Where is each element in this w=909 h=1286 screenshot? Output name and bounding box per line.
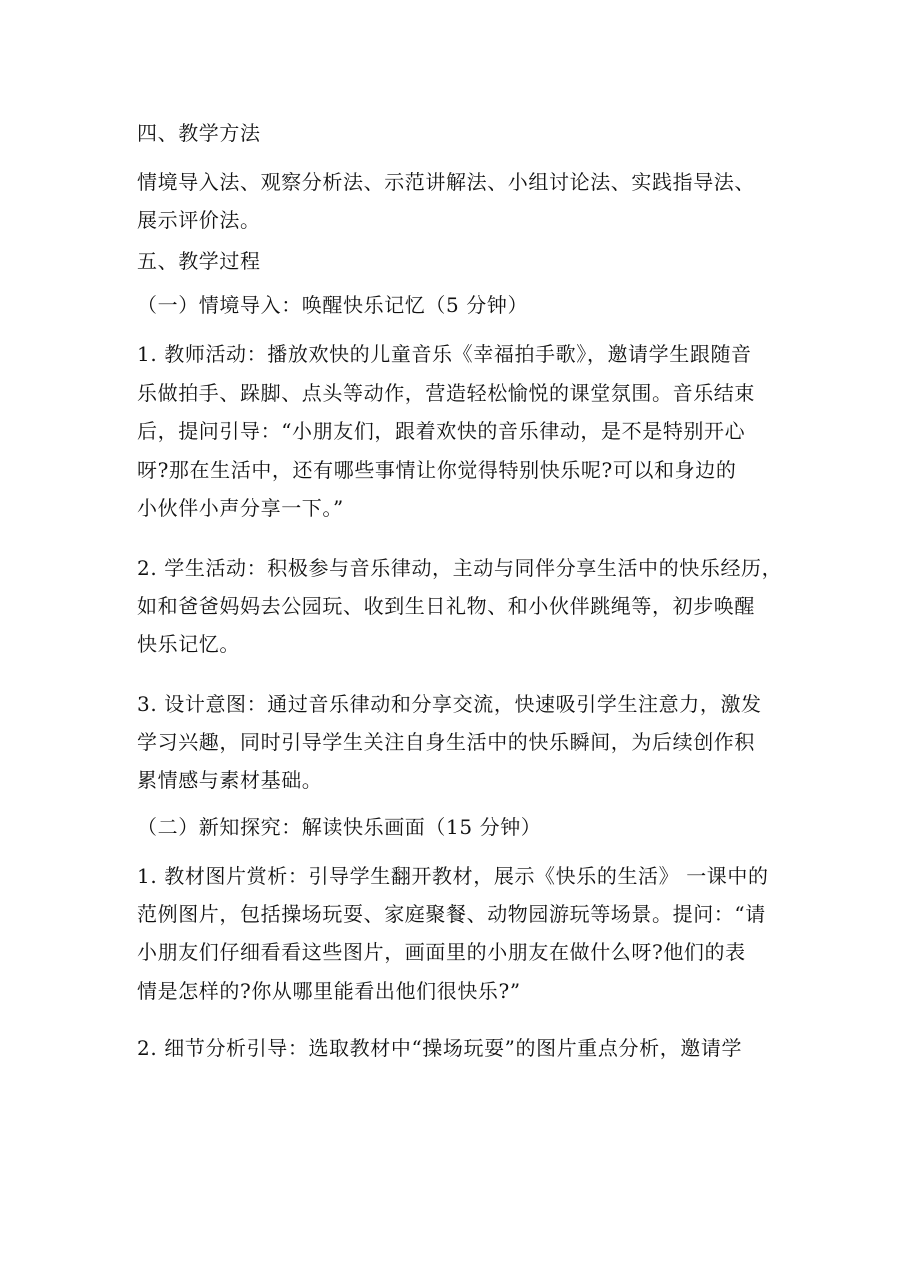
q1-line-1: 1. 教材图片赏析：引导学生翻开教材，展示《快乐的生活》 一课中的 — [137, 864, 769, 888]
part-2-heading: （二）新知探究：解读快乐画面（15 分钟） — [137, 815, 542, 839]
section-5-heading: 五、教学过程 — [137, 249, 261, 273]
p2-line-2: 如和爸爸妈妈去公园玩、收到生日礼物、和小伙伴跳绳等，初步唤醒 — [137, 594, 755, 618]
section-4-heading: 四、教学方法 — [137, 121, 261, 145]
q1-line-2: 范例图片，包括操场玩耍、家庭聚餐、动物园游玩等场景。提问：“请 — [137, 902, 766, 926]
p3-line-3: 累情感与素材基础。 — [137, 768, 323, 792]
p3-line-2: 学习兴趣，同时引导学生关注自身生活中的快乐瞬间，为后续创作积 — [137, 730, 755, 754]
p1-line-4: 呀?那在生活中，还有哪些事情让你觉得特别快乐呢?可以和身边的 — [137, 458, 737, 482]
q2-line-1: 2. 细节分析引导：选取教材中“操场玩耍”的图片重点分析，邀请学 — [137, 1036, 743, 1060]
p1-line-1: 1. 教师活动：播放欢快的儿童音乐《幸福拍手歌》，邀请学生跟随音 — [137, 342, 752, 366]
p1-line-3: 后，提问引导：“小朋友们，跟着欢快的音乐律动，是不是特别开心 — [137, 419, 746, 443]
section-4-text-line-1: 情境导入法、观察分析法、示范讲解法、小组讨论法、实践指导法、 — [137, 170, 755, 194]
p1-line-5: 小伙伴小声分享一下。” — [137, 496, 344, 520]
p2-line-1: 2. 学生活动：积极参与音乐律动，主动与同伴分享生活中的快乐经历， — [137, 556, 783, 580]
section-4-text-line-2: 展示评价法。 — [137, 208, 261, 232]
q1-line-3: 小朋友们仔细看看这些图片，画面里的小朋友在做什么呀?他们的表 — [137, 940, 746, 964]
q1-line-4: 情是怎样的?你从哪里能看出他们很快乐?” — [137, 979, 521, 1003]
part-1-heading: （一）情境导入：唤醒快乐记忆（5 分钟） — [137, 293, 529, 317]
p3-line-1: 3. 设计意图：通过音乐律动和分享交流，快速吸引学生注意力，激发 — [137, 692, 762, 716]
p2-line-3: 快乐记忆。 — [137, 632, 240, 656]
p1-line-2: 乐做拍手、跺脚、点头等动作，营造轻松愉悦的课堂氛围。音乐结束 — [137, 381, 755, 405]
